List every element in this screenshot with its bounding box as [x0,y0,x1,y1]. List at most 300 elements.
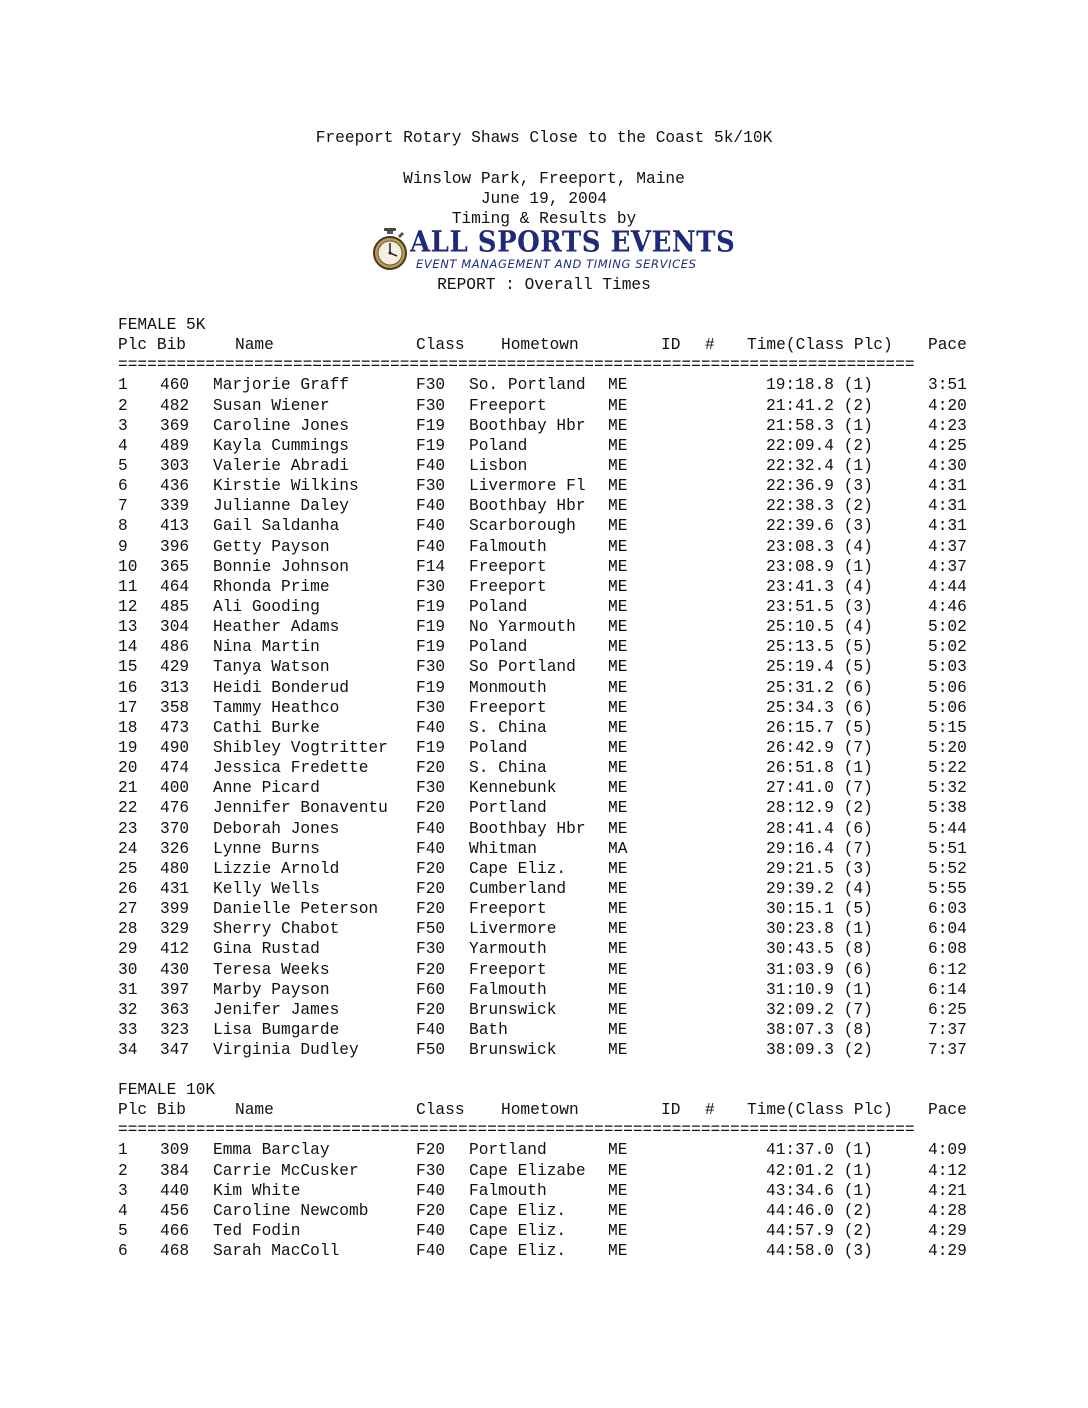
report-label: REPORT : Overall Times [437,276,651,294]
section-title: FEMALE 10K [118,1081,216,1099]
cell-bib: 326 [160,839,190,858]
cell-runner-name: Marjorie Graff [213,376,349,395]
cell-runner-name: Emma Barclay [213,1141,330,1160]
table-row [118,516,978,536]
cell-time: 31:03.9 (6) [766,960,873,979]
cell-bib: 303 [160,456,190,475]
cell-time: 29:16.4 (7) [766,839,873,858]
cell-hometown: Brunswick [469,1041,557,1060]
cell-class: F30 [416,940,446,959]
cell-runner-name: Lisa Bumgarde [213,1020,340,1039]
cell-place: 12 [118,597,138,616]
cell-hometown: Cape Eliz. [469,1201,567,1220]
cell-hometown: S. China [469,759,547,778]
cell-pace: 4:31 [928,517,967,536]
cell-pace: 4:12 [928,1161,967,1180]
cell-runner-name: Jessica Fredette [213,759,369,778]
cell-state: ME [608,678,628,697]
cell-state: ME [608,980,628,999]
cell-bib: 436 [160,477,190,496]
cell-place: 23 [118,819,138,838]
col-hometown: Hometown [501,1101,579,1120]
cell-state: ME [608,960,628,979]
cell-time: 21:41.2 (2) [766,396,873,415]
cell-bib: 313 [160,678,190,697]
cell-state: ME [608,1141,628,1160]
stopwatch-icon [372,228,408,274]
cell-pace: 5:03 [928,658,967,677]
section-female-10k [118,1080,978,1261]
cell-class: F50 [416,920,446,939]
cell-hometown: Scarborough [469,517,576,536]
cell-class: F30 [416,779,446,798]
table-row [118,939,978,959]
cell-bib: 480 [160,859,190,878]
table-row [118,1201,978,1221]
cell-runner-name: Valerie Abradi [213,456,349,475]
cell-time: 25:31.2 (6) [766,678,873,697]
cell-runner-name: Kirstie Wilkins [213,477,359,496]
col-plc-bib: Plc Bib [118,336,186,355]
cell-time: 25:19.4 (5) [766,658,873,677]
cell-hometown: So Portland [469,658,576,677]
cell-time: 23:08.3 (4) [766,537,873,556]
cell-class: F50 [416,1041,446,1060]
cell-state: ME [608,376,628,395]
cell-place: 27 [118,900,138,919]
cell-runner-name: Julianne Daley [213,497,349,516]
cell-hometown: Freeport [469,960,547,979]
cell-hometown: S. China [469,718,547,737]
cell-runner-name: Kayla Cummings [213,436,349,455]
cell-runner-name: Teresa Weeks [213,960,330,979]
cell-state: ME [608,1000,628,1019]
logo-wordmark: ALL SPORTS EVENTS [410,226,736,259]
cell-time: 26:42.9 (7) [766,738,873,757]
cell-class: F20 [416,799,446,818]
cell-bib: 384 [160,1161,190,1180]
section-title: FEMALE 5K [118,316,206,334]
cell-time: 29:21.5 (3) [766,859,873,878]
cell-hometown: No Yarmouth [469,618,576,637]
cell-state: ME [608,416,628,435]
cell-pace: 4:37 [928,557,967,576]
cell-bib: 323 [160,1020,190,1039]
col-name: Name [235,1101,274,1120]
table-row [118,1140,978,1160]
cell-pace: 6:25 [928,1000,967,1019]
table-row [118,416,978,436]
timing-credit: Timing & Results by [451,210,637,228]
cell-class: F40 [416,839,446,858]
cell-pace: 5:20 [928,738,967,757]
cell-state: ME [608,638,628,657]
cell-class: F40 [416,517,446,536]
cell-bib: 358 [160,698,190,717]
cell-state: ME [608,940,628,959]
cell-place: 3 [118,416,128,435]
cell-bib: 365 [160,557,190,576]
cell-class: F40 [416,1221,446,1240]
cell-class: F20 [416,1201,446,1220]
cell-time: 42:01.2 (1) [766,1161,873,1180]
cell-pace: 6:03 [928,900,967,919]
cell-hometown: Falmouth [469,1181,547,1200]
cell-class: F19 [416,436,446,455]
cell-time: 31:10.9 (1) [766,980,873,999]
cell-time: 29:39.2 (4) [766,879,873,898]
cell-place: 7 [118,497,128,516]
section-female-5k [118,315,978,1060]
cell-place: 2 [118,396,128,415]
table-row [118,1241,978,1261]
cell-pace: 6:12 [928,960,967,979]
cell-class: F19 [416,638,446,657]
cell-bib: 489 [160,436,190,455]
cell-runner-name: Ted Fodin [213,1221,301,1240]
cell-pace: 5:02 [928,618,967,637]
cell-time: 23:08.9 (1) [766,557,873,576]
cell-pace: 6:08 [928,940,967,959]
cell-hometown: Poland [469,436,528,455]
cell-runner-name: Danielle Peterson [213,900,379,919]
cell-class: F30 [416,477,446,496]
cell-hometown: Kennebunk [469,779,557,798]
cell-class: F30 [416,698,446,717]
cell-state: ME [608,1161,628,1180]
table-row [118,960,978,980]
table-row [118,396,978,416]
cell-state: ME [608,1242,628,1261]
cell-bib: 400 [160,779,190,798]
cell-bib: 473 [160,718,190,737]
cell-time: 25:13.5 (5) [766,638,873,657]
cell-place: 9 [118,537,128,556]
cell-runner-name: Caroline Newcomb [213,1201,369,1220]
cell-hometown: Cape Elizabe [469,1161,586,1180]
cell-place: 21 [118,779,138,798]
cell-state: ME [608,718,628,737]
cell-class: F19 [416,738,446,757]
cell-time: 44:57.9 (2) [766,1221,873,1240]
cell-time: 44:58.0 (3) [766,1242,873,1261]
cell-time: 30:15.1 (5) [766,900,873,919]
cell-time: 38:09.3 (2) [766,1041,873,1060]
header-rule: ================================================================================== [118,1121,915,1140]
cell-hometown: Portland [469,1141,547,1160]
col-class: Class [416,336,465,355]
table-row [118,839,978,859]
cell-bib: 460 [160,376,190,395]
cell-place: 13 [118,618,138,637]
cell-class: F60 [416,980,446,999]
cell-place: 17 [118,698,138,717]
cell-state: ME [608,537,628,556]
cell-time: 38:07.3 (8) [766,1020,873,1039]
cell-hometown: Poland [469,738,528,757]
cell-hometown: Yarmouth [469,940,547,959]
cell-runner-name: Caroline Jones [213,416,349,435]
cell-time: 25:34.3 (6) [766,698,873,717]
cell-runner-name: Sarah MacColl [213,1242,340,1261]
cell-bib: 369 [160,416,190,435]
cell-hometown: Bath [469,1020,508,1039]
cell-hometown: Cape Eliz. [469,1221,567,1240]
cell-runner-name: Ali Gooding [213,597,320,616]
event-date: June 19, 2004 [480,190,608,208]
table-row [118,1040,978,1060]
all-sports-events-logo [372,226,736,274]
cell-place: 24 [118,839,138,858]
cell-state: ME [608,1201,628,1220]
col-class: Class [416,1101,465,1120]
cell-hometown: Boothbay Hbr [469,497,586,516]
cell-bib: 466 [160,1221,190,1240]
cell-pace: 4:21 [928,1181,967,1200]
cell-hometown: Poland [469,638,528,657]
cell-runner-name: Jennifer Bonaventu [213,799,388,818]
cell-hometown: Brunswick [469,1000,557,1019]
cell-runner-name: Heather Adams [213,618,340,637]
cell-time: 26:51.8 (1) [766,759,873,778]
cell-hometown: Monmouth [469,678,547,697]
cell-pace: 5:51 [928,839,967,858]
cell-time: 43:34.6 (1) [766,1181,873,1200]
cell-hometown: Boothbay Hbr [469,819,586,838]
cell-place: 11 [118,577,138,596]
cell-hometown: Freeport [469,698,547,717]
cell-place: 28 [118,920,138,939]
cell-place: 18 [118,718,138,737]
cell-bib: 397 [160,980,190,999]
cell-runner-name: Cathi Burke [213,718,320,737]
cell-class: F30 [416,658,446,677]
cell-pace: 4:37 [928,537,967,556]
cell-runner-name: Bonnie Johnson [213,557,349,576]
table-row [118,436,978,456]
cell-bib: 456 [160,1201,190,1220]
header-rule: ================================================================================== [118,356,915,375]
cell-state: ME [608,497,628,516]
cell-bib: 486 [160,638,190,657]
cell-hometown: Poland [469,597,528,616]
cell-pace: 4:30 [928,456,967,475]
cell-state: ME [608,597,628,616]
cell-hometown: Falmouth [469,980,547,999]
cell-bib: 399 [160,900,190,919]
cell-state: ME [608,577,628,596]
cell-bib: 476 [160,799,190,818]
table-row [118,698,978,718]
col-plc-bib: Plc Bib [118,1101,186,1120]
cell-class: F40 [416,537,446,556]
cell-runner-name: Gina Rustad [213,940,320,959]
cell-place: 32 [118,1000,138,1019]
cell-pace: 3:51 [928,376,967,395]
cell-hometown: Whitman [469,839,537,858]
table-row [118,758,978,778]
cell-bib: 370 [160,819,190,838]
cell-hometown: So. Portland [469,376,586,395]
cell-bib: 363 [160,1000,190,1019]
cell-pace: 5:22 [928,759,967,778]
cell-runner-name: Nina Martin [213,638,320,657]
cell-time: 28:12.9 (2) [766,799,873,818]
cell-place: 10 [118,557,138,576]
cell-pace: 5:15 [928,718,967,737]
table-row [118,1221,978,1241]
cell-hometown: Falmouth [469,537,547,556]
col-pace: Pace [928,1101,967,1120]
cell-runner-name: Tammy Heathco [213,698,340,717]
cell-pace: 5:44 [928,819,967,838]
cell-bib: 430 [160,960,190,979]
cell-pace: 5:06 [928,678,967,697]
cell-pace: 5:32 [928,779,967,798]
cell-class: F30 [416,396,446,415]
cell-time: 30:43.5 (8) [766,940,873,959]
cell-pace: 5:02 [928,638,967,657]
cell-class: F40 [416,1181,446,1200]
cell-hometown: Boothbay Hbr [469,416,586,435]
cell-place: 31 [118,980,138,999]
table-row [118,537,978,557]
cell-time: 26:15.7 (5) [766,718,873,737]
cell-hometown: Portland [469,799,547,818]
cell-class: F20 [416,900,446,919]
cell-pace: 5:55 [928,879,967,898]
cell-class: F19 [416,678,446,697]
table-row [118,557,978,577]
cell-class: F20 [416,1000,446,1019]
table-row [118,375,978,395]
cell-class: F20 [416,879,446,898]
cell-time: 22:32.4 (1) [766,456,873,475]
table-row [118,577,978,597]
cell-pace: 4:46 [928,597,967,616]
cell-class: F19 [416,597,446,616]
cell-state: ME [608,879,628,898]
cell-bib: 490 [160,738,190,757]
cell-class: F20 [416,960,446,979]
cell-state: ME [608,456,628,475]
cell-state: ME [608,1181,628,1200]
table-row [118,980,978,1000]
cell-state: ME [608,477,628,496]
table-row [118,919,978,939]
cell-bib: 464 [160,577,190,596]
cell-bib: 482 [160,396,190,415]
cell-place: 5 [118,1221,128,1240]
cell-bib: 431 [160,879,190,898]
cell-hometown: Freeport [469,900,547,919]
cell-class: F19 [416,416,446,435]
cell-runner-name: Jenifer James [213,1000,340,1019]
cell-class: F14 [416,557,446,576]
cell-state: ME [608,819,628,838]
cell-bib: 429 [160,658,190,677]
cell-pace: 4:31 [928,477,967,496]
cell-pace: 7:37 [928,1020,967,1039]
cell-pace: 4:29 [928,1221,967,1240]
cell-time: 21:58.3 (1) [766,416,873,435]
table-row [118,718,978,738]
cell-pace: 4:25 [928,436,967,455]
cell-bib: 468 [160,1242,190,1261]
cell-state: ME [608,1020,628,1039]
cell-bib: 412 [160,940,190,959]
cell-place: 2 [118,1161,128,1180]
cell-runner-name: Virginia Dudley [213,1041,359,1060]
cell-pace: 4:20 [928,396,967,415]
table-row [118,597,978,617]
cell-place: 16 [118,678,138,697]
cell-pace: 4:28 [928,1201,967,1220]
cell-state: ME [608,436,628,455]
col-hometown: Hometown [501,336,579,355]
table-row [118,1000,978,1020]
cell-state: ME [608,759,628,778]
cell-runner-name: Sherry Chabot [213,920,340,939]
cell-time: 27:41.0 (7) [766,779,873,798]
cell-state: ME [608,799,628,818]
table-row [118,637,978,657]
cell-state: ME [608,698,628,717]
column-header-row [118,335,978,355]
cell-time: 41:37.0 (1) [766,1141,873,1160]
cell-pace: 4:23 [928,416,967,435]
cell-bib: 396 [160,537,190,556]
cell-bib: 309 [160,1141,190,1160]
col-time: Time(Class Plc) [747,336,893,355]
cell-place: 8 [118,517,128,536]
col-pace: Pace [928,336,967,355]
table-row [118,678,978,698]
cell-hometown: Freeport [469,577,547,596]
event-location: Winslow Park, Freeport, Maine [403,170,685,188]
cell-pace: 4:44 [928,577,967,596]
column-header-row [118,1100,978,1120]
event-title: Freeport Rotary Shaws Close to the Coast 5k/10K [315,129,773,147]
cell-time: 22:39.6 (3) [766,517,873,536]
cell-state: ME [608,920,628,939]
cell-class: F40 [416,456,446,475]
cell-state: ME [608,396,628,415]
cell-state: ME [608,900,628,919]
cell-pace: 4:09 [928,1141,967,1160]
cell-time: 22:38.3 (2) [766,497,873,516]
table-row [118,879,978,899]
cell-place: 20 [118,759,138,778]
cell-place: 33 [118,1020,138,1039]
cell-hometown: Cape Eliz. [469,1242,567,1261]
cell-place: 1 [118,376,128,395]
cell-place: 30 [118,960,138,979]
col-id: ID [661,1101,681,1120]
cell-pace: 4:31 [928,497,967,516]
cell-place: 5 [118,456,128,475]
cell-place: 4 [118,436,128,455]
col-name: Name [235,336,274,355]
cell-bib: 413 [160,517,190,536]
cell-hometown: Livermore Fl [469,477,586,496]
cell-place: 4 [118,1201,128,1220]
cell-place: 22 [118,799,138,818]
cell-class: F20 [416,859,446,878]
cell-runner-name: Lynne Burns [213,839,320,858]
cell-pace: 6:14 [928,980,967,999]
cell-runner-name: Getty Payson [213,537,330,556]
